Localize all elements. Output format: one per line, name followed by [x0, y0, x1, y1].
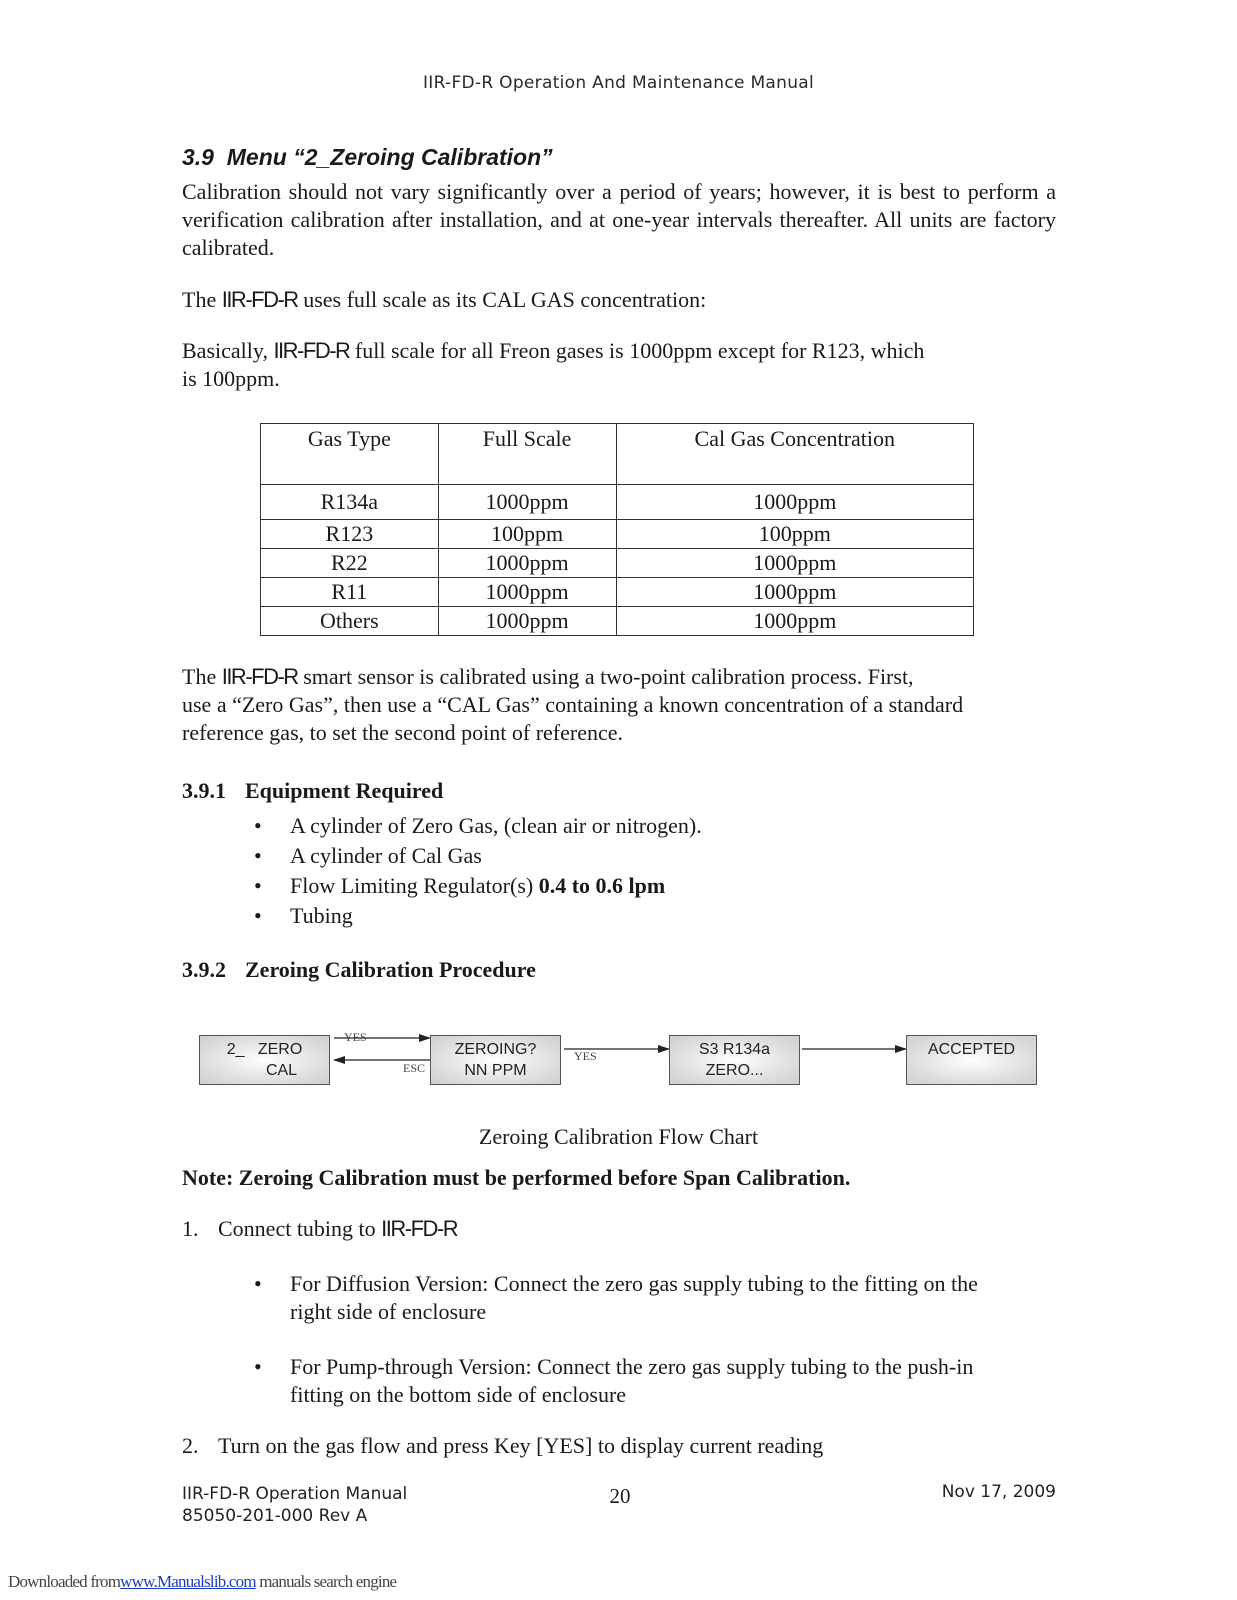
section-title [182, 144, 553, 171]
table-cell: 1000ppm [438, 549, 616, 578]
flow-chart-caption: Zeroing Calibration Flow Chart [478, 1124, 759, 1149]
equipment-heading: 3.9.1 Equipment Required [182, 778, 444, 803]
flow-label-esc: ESC [403, 1061, 426, 1075]
table-row [261, 578, 974, 607]
table-cell: R11 [261, 578, 439, 607]
table-cell: R22 [261, 549, 439, 578]
table-cell: 100ppm [616, 520, 974, 549]
equipment-list [252, 812, 1056, 930]
table-header-cell: Cal Gas Concentration [616, 424, 974, 485]
model-name: IIR-FD-R [381, 1216, 458, 1241]
table-cell: Others [261, 607, 439, 636]
model-name: IIR-FD-R [221, 664, 298, 689]
flow-label-yes: YES [574, 1049, 597, 1063]
bullet-icon: • [254, 873, 262, 898]
manualslib-link[interactable]: www.Manualslib.com [120, 1572, 256, 1591]
table-cell: R134a [261, 485, 439, 520]
section-number: 3.9 [182, 144, 214, 170]
bullet-icon: • [254, 1271, 262, 1296]
page-header: IIR-FD-R Operation And Maintenance Manual [422, 73, 815, 93]
flow-label-yes: YES [344, 1030, 367, 1044]
bullet-icon: • [254, 813, 262, 838]
step-1: 1. Connect tubing to IIR-FD-R [182, 1216, 458, 1241]
section-heading: Menu “2_Zeroing Calibration” [226, 144, 553, 170]
list-item: • For Diffusion Version: Connect the zero gas supply tubing to the fitting on the right side of enclosure [254, 1271, 978, 1324]
table-cell: 100ppm [438, 520, 616, 549]
page-number: 20 [609, 1484, 631, 1508]
list-item: • Flow Limiting Regulator(s) 0.4 to 0.6 lpm [254, 873, 666, 898]
footer-left: IIR-FD-R Operation Manual 85050-201-000 Rev A [182, 1484, 408, 1526]
step-2: 2. Turn on the gas flow and press Key [YES] to display current reading [182, 1433, 824, 1458]
flow-arrows [0, 1020, 1237, 1100]
table-cell: 1000ppm [438, 578, 616, 607]
flow-box-s3: S3 R134a ZERO... [669, 1035, 800, 1085]
model-name: IIR-FD-R [221, 287, 298, 312]
table-cell: 1000ppm [616, 578, 974, 607]
table-cell: R123 [261, 520, 439, 549]
procedure-heading: 3.9.2 Zeroing Calibration Procedure [182, 957, 536, 982]
step-1-bullets [252, 1270, 1056, 1409]
two-point-paragraph: The IIR-FD-R smart sensor is calibrated using a two-point calibration process. First, use a “Zero Gas”, then use a “CAL Gas” containing a known concentration of a standard reference gas, to set the second point of reference. [182, 664, 964, 745]
list-item: • A cylinder of Cal Gas [254, 843, 482, 868]
list-item: • For Pump-through Version: Connect the zero gas supply tubing to the push-in fitting on the bottom side of enclosure [254, 1354, 974, 1407]
list-item: • A cylinder of Zero Gas, (clean air or nitrogen). [254, 813, 702, 838]
table-header-cell: Gas Type [261, 424, 439, 485]
table-header-row [261, 424, 974, 485]
bullet-icon: • [254, 903, 262, 928]
regulator-spec: 0.4 to 0.6 lpm [538, 873, 666, 898]
flow-box-zeroing: ZEROING? NN PPM [430, 1035, 561, 1085]
flow-box-accepted: ACCEPTED [906, 1035, 1037, 1085]
table-cell: 1000ppm [616, 607, 974, 636]
flow-box-zero-cal: 2_ ZERO CAL [199, 1035, 330, 1085]
gas-table [260, 423, 974, 636]
model-name: IIR-FD-R [273, 338, 350, 363]
table-cell: 1000ppm [616, 549, 974, 578]
table-row [261, 520, 974, 549]
bullet-icon: • [254, 1354, 262, 1379]
bullet-icon: • [254, 843, 262, 868]
table-row [261, 485, 974, 520]
download-banner: Downloaded fromwww.Manualslib.com manuals search engine [8, 1572, 397, 1591]
table-cell: 1000ppm [438, 607, 616, 636]
calibration-note: Note: Zeroing Calibration must be performed before Span Calibration. [182, 1165, 851, 1190]
footer-date: Nov 17, 2009 [941, 1482, 1056, 1502]
table-row [261, 549, 974, 578]
table-row [261, 607, 974, 636]
table-cell: 1000ppm [616, 485, 974, 520]
table-cell: 1000ppm [438, 485, 616, 520]
basically-sentence: Basically, IIR-FD-R full scale for all Freon gases is 1000ppm except for R123, which is 100ppm. [182, 338, 925, 391]
intro-paragraph: Calibration should not vary significantly over a period of years; however, it is best to perform a verification calibration after installation, and at one-year intervals thereafter. All units are factory calibrated. [182, 179, 1056, 260]
fullscale-sentence: The IIR-FD-R uses full scale as its CAL GAS concentration: [182, 287, 707, 312]
list-item: • Tubing [254, 903, 353, 928]
table-header-cell: Full Scale [438, 424, 616, 485]
